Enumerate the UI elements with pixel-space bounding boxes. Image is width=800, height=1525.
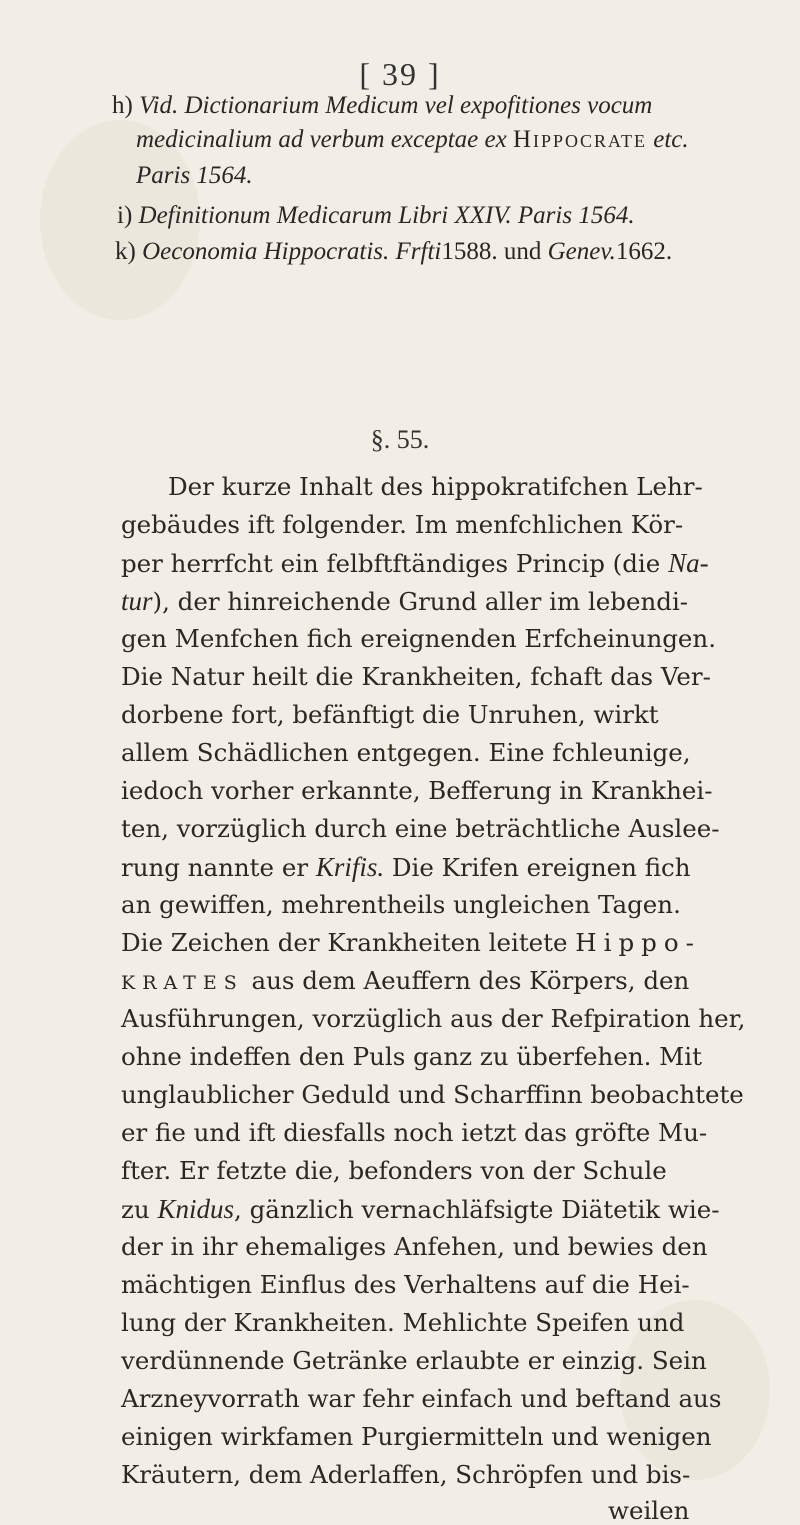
reference-title-cont: medicinalium ad verbum exceptae ex bbox=[136, 126, 507, 153]
reference-h-cont bbox=[136, 126, 689, 154]
text-run: Die Zeichen der Krankheiten leitete bbox=[121, 928, 576, 957]
text-line: Arzneyvorrath war fehr einfach und beftand aus bbox=[121, 1384, 722, 1413]
text-spaced: Hippo- bbox=[575, 928, 701, 957]
reference-label: h) bbox=[112, 92, 133, 119]
text-line bbox=[121, 966, 689, 995]
section-heading: §. 55. bbox=[370, 425, 430, 454]
text-line: Ausführungen, vorzüglich aus der Refpiration her, bbox=[121, 1004, 746, 1033]
text-line: ten, vorzüglich durch eine beträchtliche Auslee- bbox=[121, 814, 720, 843]
reference-etc: etc. bbox=[653, 126, 689, 153]
text-spaced: KRATES bbox=[121, 972, 244, 994]
catchword: weilen bbox=[608, 1496, 690, 1525]
text-line: lung der Krankheiten. Mehlichte Speifen und bbox=[121, 1308, 685, 1337]
reference-conjunction: und bbox=[503, 238, 542, 265]
text-line: ohne indeffen den Puls ganz zu überfehen. Mit bbox=[121, 1042, 702, 1071]
text-line: Kräutern, dem Aderlaffen, Schröpfen und bis- bbox=[121, 1460, 691, 1489]
text-run: ), der hinreichende Grund aller im lebendi- bbox=[152, 587, 689, 616]
reference-author: Hippocrate bbox=[512, 126, 648, 153]
text-line: verdünnende Getränke erlaubte er einzig. Sein bbox=[121, 1346, 707, 1375]
text-line: iedoch vorher erkannte, Befferung in Krankhei- bbox=[121, 776, 713, 805]
text-line: gen Menfchen fich ereignenden Erfcheinungen. bbox=[121, 624, 716, 653]
reference-place: Paris 1564. bbox=[517, 202, 635, 229]
page-number: [ 39 ] bbox=[359, 56, 441, 92]
text-line: gebäudes ift folgender. Im menfchlichen Kör- bbox=[121, 510, 684, 539]
text-line: fter. Er fetzte die, befonders von der Schule bbox=[121, 1156, 667, 1185]
text-italic: tur bbox=[121, 586, 153, 616]
text-italic: Na- bbox=[668, 548, 709, 578]
text-line: unglaublicher Geduld und Scharffinn beobachtete bbox=[121, 1080, 744, 1109]
reference-title: Definitionum Medicarum Libri XXIV. bbox=[138, 202, 512, 229]
reference-k bbox=[115, 238, 672, 266]
text-run: per herrfcht ein felbftftändiges Princip (die bbox=[121, 549, 669, 578]
text-run: rung nannte er bbox=[121, 853, 316, 882]
text-run: Die Krifen ereignen fich bbox=[384, 853, 691, 882]
text-line: Der kurze Inhalt des hippokratifchen Lehr- bbox=[168, 472, 703, 501]
reference-i bbox=[117, 202, 635, 230]
reference-title: Vid. Dictionarium Medicum vel expofitiones vocum bbox=[139, 92, 653, 119]
text-line bbox=[121, 852, 691, 883]
text-run: aus dem Aeuffern des Körpers, den bbox=[243, 966, 690, 995]
text-line: er fie und ift diesfalls noch ietzt das gröfte Mu- bbox=[121, 1118, 708, 1147]
text-line: allem Schädlichen entgegen. Eine fchleunige, bbox=[121, 738, 691, 767]
reference-h-place bbox=[136, 162, 253, 190]
text-italic: Krifis. bbox=[315, 852, 385, 882]
text-line bbox=[121, 586, 688, 617]
reference-year: 1662. bbox=[615, 238, 673, 265]
text-line: Die Natur heilt die Krankheiten, fchaft das Ver- bbox=[121, 662, 711, 691]
text-line: an gewiffen, mehrentheils ungleichen Tagen. bbox=[121, 890, 681, 919]
reference-place: Paris 1564. bbox=[136, 162, 253, 189]
reference-year: 1588. bbox=[441, 238, 498, 265]
text-line: dorbene fort, befänftigt die Unruhen, wirkt bbox=[121, 700, 659, 729]
reference-title: Oeconomia Hippocratis. bbox=[142, 238, 390, 265]
text-line: mächtigen Einflus des Verhaltens auf die Hei- bbox=[121, 1270, 690, 1299]
reference-place: Genev. bbox=[547, 238, 616, 265]
text-italic: Knidus bbox=[157, 1194, 235, 1224]
text-line: der in ihr ehemaliges Anfehen, und bewies den bbox=[121, 1232, 708, 1261]
text-line bbox=[121, 928, 701, 957]
reference-label: k) bbox=[115, 238, 136, 265]
reference-label: i) bbox=[117, 202, 133, 229]
text-run: , gänzlich vernachläfsigte Diätetik wie- bbox=[234, 1195, 720, 1224]
reference-h bbox=[112, 92, 652, 120]
text-run: zu bbox=[121, 1195, 158, 1224]
text-line bbox=[121, 548, 709, 579]
text-line: einigen wirkfamen Purgiermitteln und wenigen bbox=[121, 1422, 712, 1451]
text-line bbox=[121, 1194, 720, 1225]
reference-place: Frfti bbox=[395, 238, 442, 265]
